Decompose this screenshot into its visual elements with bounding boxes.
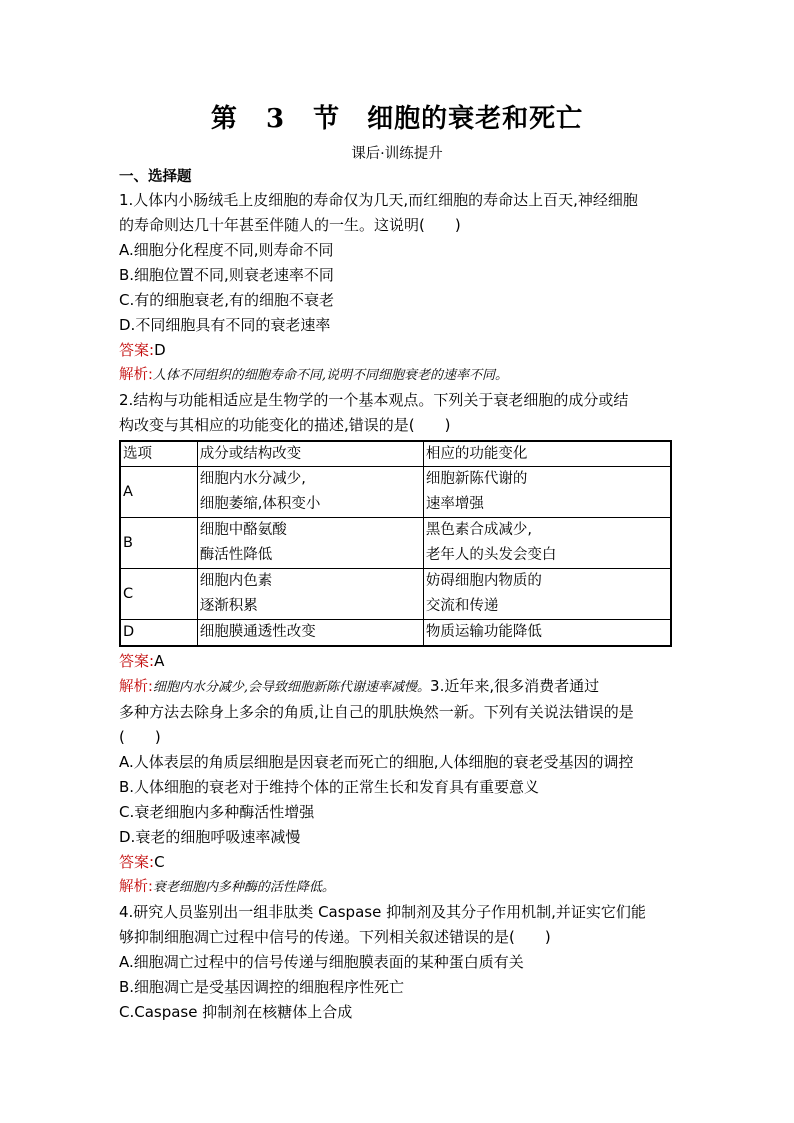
- q1-answer-value: D: [154, 341, 166, 359]
- table-header-cell: 成分或结构改变: [197, 441, 423, 467]
- q4-stem-line1: 4.研究人员鉴别出一组非肽类 Caspase 抑制剂及其分子作用机制,并证实它们能: [119, 903, 646, 921]
- table-cell-function: [423, 518, 671, 569]
- answer-label: 答案:: [119, 853, 155, 871]
- q3-option-b: B.人体细胞的衰老对于维持个体的正常生长和发育具有重要意义: [119, 778, 540, 796]
- table-cell-change: [197, 569, 423, 620]
- q1-answer: [119, 338, 677, 363]
- explanation-label: 解析:: [119, 367, 153, 383]
- table-header-cell: 相应的功能变化: [423, 441, 671, 467]
- explanation-label: 解析:: [119, 879, 153, 895]
- table-cell-change: [197, 518, 423, 569]
- q1-option-a: A.细胞分化程度不同,则寿命不同: [119, 241, 334, 259]
- cell-line: 妨碍细胞内物质的: [425, 573, 542, 589]
- q2-answer-value: A: [154, 652, 165, 670]
- q2-stem-line1: 2.结构与功能相适应是生物学的一个基本观点。下列关于衰老细胞的成分或结: [119, 391, 629, 409]
- content: [119, 166, 677, 1025]
- answer-label: 答案:: [119, 341, 155, 359]
- q2-explanation: [119, 674, 677, 700]
- explanation-label: 解析:: [119, 679, 153, 695]
- cell-line: 细胞内色素: [199, 573, 273, 589]
- q4-option-a: A.细胞凋亡过程中的信号传递与细胞膜表面的某种蛋白质有关: [119, 953, 524, 971]
- cell-line: 细胞内水分减少,: [199, 471, 306, 487]
- cell-line: 交流和传递: [425, 598, 499, 614]
- q2-explanation-text: 细胞内水分减少,会导致细胞新陈代谢速率减慢。: [152, 680, 431, 695]
- cell-line: 逐渐积累: [199, 598, 258, 614]
- q2-answer: [119, 649, 677, 674]
- section-heading: 一、选择题: [119, 169, 192, 185]
- q2-stem-line2: 构改变与其相应的功能变化的描述,错误的是( ): [119, 416, 451, 434]
- cell-line: 黑色素合成减少,: [425, 522, 533, 538]
- q3-option-a: A.人体表层的角质层细胞是因衰老而死亡的细胞,人体细胞的衰老受基因的调控: [119, 753, 634, 771]
- cell-line: 细胞萎缩,体积变小: [199, 496, 321, 512]
- q3-explanation-text: 衰老细胞内多种酶的活性降低。: [152, 880, 335, 895]
- table-cell-option: B: [120, 518, 197, 569]
- cell-line: 速率增强: [425, 496, 484, 512]
- cell-line: 酶活性降低: [199, 547, 273, 563]
- table-row: [120, 569, 671, 620]
- q3-stem-line2: 多种方法去除身上多余的角质,让自己的肌肤焕然一新。下列有关说法错误的是: [119, 703, 634, 721]
- q3-stem-line1: 3.近年来,很多消费者通过: [430, 677, 600, 695]
- table-cell-change: 细胞膜通透性改变: [197, 620, 423, 647]
- answer-label: 答案:: [119, 652, 155, 670]
- q3-stem-line3: ( ): [119, 728, 161, 746]
- cell-line: 老年人的头发会变白: [425, 547, 557, 563]
- q3-answer: [119, 850, 677, 875]
- q3-answer-value: C: [154, 853, 165, 871]
- q1-stem-line1: 1.人体内小肠绒毛上皮细胞的寿命仅为几天,而红细胞的寿命达上百天,神经细胞: [119, 191, 638, 209]
- q3-option-d: D.衰老的细胞呼吸速率减慢: [119, 828, 301, 846]
- cell-line: 细胞新陈代谢的: [425, 471, 528, 487]
- table-cell-option: A: [120, 467, 197, 518]
- cell-line: 细胞中酪氨酸: [199, 522, 287, 538]
- table-cell-option: C: [120, 569, 197, 620]
- table-cell-function: [423, 467, 671, 518]
- q3-explanation: [119, 875, 677, 900]
- table-row: [120, 620, 671, 647]
- table-row: [120, 467, 671, 518]
- table-header-row: [120, 441, 671, 467]
- table-header-cell: 选项: [120, 441, 197, 467]
- q1-explanation-text: 人体不同组织的细胞寿命不同,说明不同细胞衰老的速率不同。: [152, 368, 509, 383]
- q2-table: [119, 440, 672, 647]
- page-title: 第 3 节 细胞的衰老和死亡: [210, 104, 584, 134]
- table-cell-change: [197, 467, 423, 518]
- table-cell-function: [423, 569, 671, 620]
- q3-option-c: C.衰老细胞内多种酶活性增强: [119, 803, 315, 821]
- table-cell-function: 物质运输功能降低: [423, 620, 671, 647]
- q1-option-c: C.有的细胞衰老,有的细胞不衰老: [119, 291, 335, 309]
- q4-option-b: B.细胞凋亡是受基因调控的细胞程序性死亡: [119, 978, 405, 996]
- q4-option-c: C.Caspase 抑制剂在核糖体上合成: [119, 1003, 353, 1021]
- table-row: [120, 518, 671, 569]
- q1-stem-line2: 的寿命则达几十年甚至伴随人的一生。这说明( ): [119, 216, 461, 234]
- page-subtitle: 课后·训练提升: [351, 146, 443, 162]
- q1-option-b: B.细胞位置不同,则衰老速率不同: [119, 266, 334, 284]
- q4-stem-line2: 够抑制细胞凋亡过程中信号的传递。下列相关叙述错误的是( ): [119, 928, 551, 946]
- q1-option-d: D.不同细胞具有不同的衰老速率: [119, 316, 331, 334]
- q1-explanation: [119, 363, 677, 388]
- table-cell-option: D: [120, 620, 197, 647]
